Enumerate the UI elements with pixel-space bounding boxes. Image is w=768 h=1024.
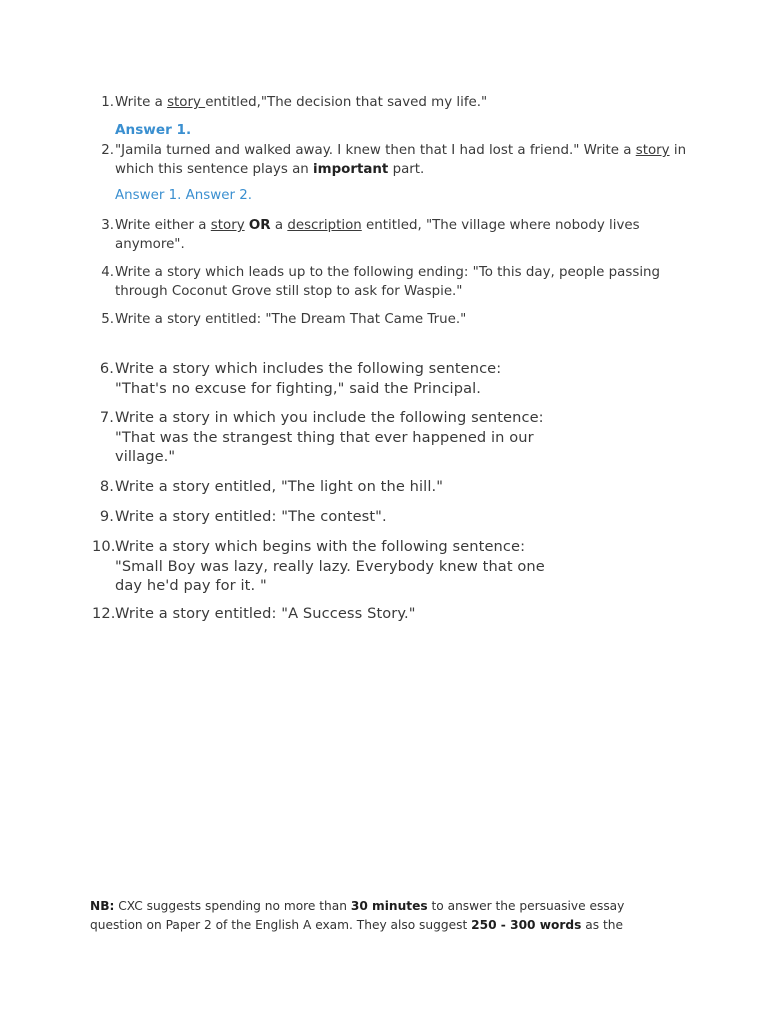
item-text: Write a story entitled, "The light on the hill.": [115, 478, 444, 495]
bold-or: OR: [248, 218, 271, 233]
item-number: 12.: [92, 605, 116, 622]
item-text: "Jamila turned and walked away. I knew then that I had lost a friend." Write a story in which this sentence plays an important part.: [115, 143, 687, 177]
link-story[interactable]: story: [167, 95, 206, 110]
answer-link-1[interactable]: Answer 1.: [115, 122, 192, 138]
answer-link-1[interactable]: Answer 1.: [115, 188, 182, 203]
nb-note: NB: CXC suggests spending no more than 30 minutes to answer the persuasive essay question on Paper 2 of the English A exam. They also suggest 250 - 300 words as the: [90, 899, 625, 932]
link-description[interactable]: description: [287, 218, 362, 233]
answer-link-2[interactable]: Answer 2.: [185, 188, 252, 203]
item-text: Write either a story OR a description entitled, "The village where nobody lives anymore".: [115, 218, 640, 252]
item-number: 5.: [101, 312, 114, 327]
item-text: Write a story which includes the following sentence: "That's no excuse for fighting," said the Principal.: [115, 360, 502, 397]
item-number: 3.: [101, 218, 114, 233]
item-number: 1.: [101, 95, 114, 110]
item-number: 7.: [99, 409, 114, 426]
item-number: 4.: [101, 265, 114, 280]
item-text: Write a story which leads up to the following ending: "To this day, people passing through Coconut Grove still stop to ask for Waspie.": [115, 265, 661, 299]
item-number: 8.: [99, 478, 114, 495]
link-story[interactable]: story: [635, 143, 670, 158]
item-text: Write a story entitled: "A Success Story.": [115, 605, 416, 622]
item-number: 2.: [101, 143, 114, 158]
item-text: Write a story entitled: "The contest".: [115, 508, 387, 525]
item-text: Write a story entitled,"The decision that saved my life.": [115, 95, 488, 110]
bold-important: important: [313, 162, 389, 177]
item-text: Write a story which begins with the following sentence: "Small Boy was lazy, really lazy. Everybody knew that one day he'd pay for it. ": [115, 538, 545, 594]
item-number: 9.: [99, 508, 114, 525]
item-number: 6.: [99, 360, 114, 377]
item-text: Write a story entitled: "The Dream That Came True.": [115, 312, 467, 327]
item-number: 10.: [92, 538, 116, 555]
answer-links-2: [115, 188, 252, 203]
nb-label: NB:: [90, 899, 115, 913]
link-story[interactable]: story: [210, 218, 245, 233]
item-text: Write a story in which you include the following sentence: "That was the strangest thing that ever happened in our village.": [115, 409, 544, 465]
